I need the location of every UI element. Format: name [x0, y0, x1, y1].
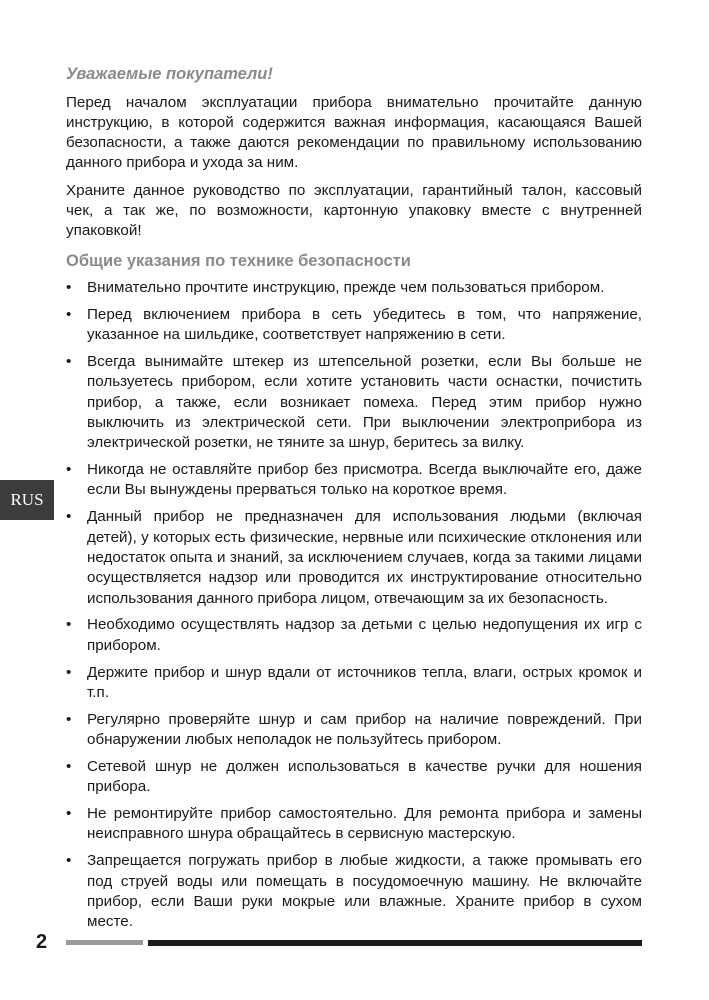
bullet-icon: • [66, 757, 72, 775]
footer-divider-gray [66, 940, 143, 945]
list-item [66, 663, 642, 704]
list-item [66, 305, 642, 346]
safety-list [66, 278, 642, 933]
language-tab: RUS [0, 480, 54, 520]
list-item-text: Всегда вынимайте штекер из штепсельной розетки, если Вы больше не пользуетесь прибором, если хотите установить части оснастки, почистить прибор, а также, если возникает помеха. Перед этим прибор нужно выключить из электрической сети. При выключении электроприбора из электрической розетки, не тяните за шнур, беритесь за вилку. [87, 353, 642, 452]
list-item [66, 851, 642, 932]
bullet-icon: • [66, 508, 72, 526]
bullet-icon: • [66, 805, 72, 823]
list-item [66, 352, 642, 453]
intro-paragraph: Перед началом эксплуатации прибора внимательно прочитайте данную инструкцию, в которой содержится важная информация, касающаяся Вашей безопасности, а также даются рекомендации по правильному использованию данного прибора и ухода за ним. [66, 94, 642, 171]
list-item-text: Сетевой шнур не должен использоваться в качестве ручки для ношения прибора. [87, 757, 642, 796]
bullet-icon: • [66, 663, 72, 681]
list-item-text: Запрещается погружать прибор в любые жидкости, а также промывать его под струей воды или помещать в посудомоечную машину. Не включайте прибор, если Ваши руки мокрые или влажные. Храните прибор в сухом месте. [87, 852, 642, 931]
list-item [66, 278, 642, 298]
footer-divider-dark [148, 940, 642, 946]
intro-paragraph: Храните данное руководство по эксплуатации, гарантийный талон, кассовый чек, а так же, по возможности, картонную упаковку вместе с внутренней упаковкой! [66, 182, 642, 239]
bullet-icon: • [66, 852, 72, 870]
bullet-icon: • [66, 710, 72, 728]
list-item [66, 507, 642, 608]
bullet-icon: • [66, 279, 72, 296]
list-item-text: Держите прибор и шнур вдали от источников тепла, влаги, острых кромок и т.п. [87, 663, 642, 701]
bullet-icon: • [66, 353, 72, 371]
bullet-icon: • [66, 305, 72, 323]
document-body [66, 64, 642, 939]
list-item-text: Данный прибор не предназначен для использования людьми (включая детей), у которых есть физические, нервные или психические отклонения или недостаток опыта и знаний, за исключением случаев, когда за такими лицами осуществляется надзор или проводится их инструктирование относительно использования данного прибора лицом, отвечающим за их безопасность. [87, 508, 642, 607]
list-item [66, 757, 642, 798]
list-item-text: Перед включением прибора в сеть убедитесь в том, что напряжение, указанное на шильдике, соответствует напряжению в сети. [87, 305, 642, 344]
bullet-icon: • [66, 616, 72, 634]
list-item [66, 710, 642, 751]
list-item [66, 804, 642, 845]
list-item-text: Не ремонтируйте прибор самостоятельно. Для ремонта прибора и замены неисправного шнура обращайтесь в сервисную мастерскую. [87, 805, 642, 843]
list-item-text: Регулярно проверяйте шнур и сам прибор на наличие повреждений. При обнаружении любых неполадок не пользуйтесь прибором. [87, 710, 642, 749]
list-item-text: Необходимо осуществлять надзор за детьми с целью недопущения их игр с прибором. [87, 616, 642, 654]
section-title: Общие указания по технике безопасности [66, 252, 411, 270]
list-item [66, 460, 642, 501]
list-item [66, 615, 642, 656]
list-item-text: Никогда не оставляйте прибор без присмотра. Всегда выключайте его, даже если Вы вынуждены прерваться только на короткое время. [87, 461, 642, 499]
greeting-heading: Уважаемые покупатели! [66, 65, 273, 83]
bullet-icon: • [66, 461, 72, 479]
list-item-text: Внимательно прочтите инструкцию, прежде чем пользоваться прибором. [87, 279, 605, 296]
page-number: 2 [36, 931, 48, 953]
